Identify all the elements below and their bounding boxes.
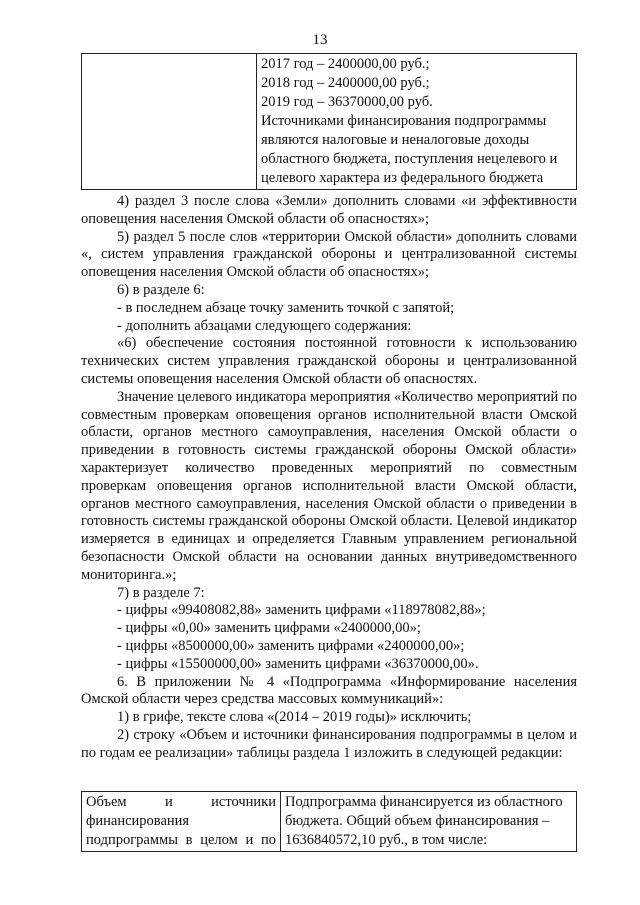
bottom-table <box>81 791 577 852</box>
table-line: 2019 год – 36370000,00 руб. <box>261 94 433 110</box>
paragraph: - цифры «15500000,00» заменить цифрами «36370000,00». <box>117 655 479 672</box>
table-line: 2017 год – 2400000,00 руб.; <box>261 56 430 72</box>
page-number: 13 <box>312 32 328 48</box>
table-line: Источниками финансирования подпрограммы <box>261 113 547 129</box>
paragraph: Значение целевого индикатора мероприятия «Количество мероприятий по совместным проверкам оповещения органов исполнительной власти Омской области, органов местного самоуправления, населения Омской области о приведении в готовность системы гражданской обороны Омской области» характеризует количество проведенных мероприятий по совместным проверкам оповещения органов исполнительной власти Омской области, органов местного самоуправления, населения Омской области о приведении в готовность системы гражданской обороны Омской области. Целевой индикатор измеряется в единицах и определяется Главным управлением региональной безопасности Омской области на основании данных внутриведомственного мониторинга.»; <box>81 388 577 583</box>
bottom-table-left-cell <box>82 792 281 852</box>
table-line: Подпрограмма финансируется из областного <box>285 794 563 810</box>
paragraph: 6) в разделе 6: <box>117 281 205 298</box>
table-line: подпрограммы в целом и по <box>86 832 276 848</box>
document-body <box>81 193 577 763</box>
top-table <box>81 53 577 190</box>
table-line: 2018 год – 2400000,00 руб.; <box>261 75 430 91</box>
bottom-table-right-cell <box>281 792 577 852</box>
paragraph: - в последнем абзаце точку заменить точкой с запятой; <box>117 299 455 316</box>
paragraph: - дополнить абзацами следующего содержания: <box>117 317 412 334</box>
paragraph: 2) строку «Объем и источники финансирования подпрограммы в целом и по годам ее реализации» таблицы раздела 1 изложить в следующей редакции: <box>81 726 577 761</box>
paragraph: 4) раздел 3 после слова «Земли» дополнить словами «и эффективности оповещения населения Омской области об опасностях»; <box>81 193 577 227</box>
table-line: Объем и источники <box>86 794 276 810</box>
paragraph: 6. В приложении № 4 «Подпрограмма «Информирование населения Омской области через средства массовых коммуникаций»: <box>81 673 577 708</box>
paragraph: «6) обеспечение состояния постоянной готовности к использованию технических систем управления гражданской обороны и централизованной системы оповещения населения Омской области об опасностях. <box>81 335 577 387</box>
paragraph: - цифры «8500000,00» заменить цифрами «2400000,00»; <box>117 637 465 654</box>
paragraph: 7) в разделе 7: <box>117 584 205 601</box>
table-line: являются налоговые и неналоговые доходы <box>261 132 530 148</box>
top-table-right-cell <box>257 54 577 190</box>
paragraph: 1) в грифе, тексте слова «(2014 – 2019 годы)» исключить; <box>117 709 472 726</box>
table-line: бюджета. Общий объем финансирования – <box>285 813 550 829</box>
top-table-left-cell <box>82 54 257 190</box>
table-line: финансирования <box>86 813 190 829</box>
table-line: областного бюджета, поступления нецелевого и <box>261 151 558 167</box>
table-line: целевого характера из федерального бюджета <box>261 170 544 186</box>
paragraph: - цифры «0,00» заменить цифрами «2400000,00»; <box>117 620 421 637</box>
table-line: 1636840572,10 руб., в том числе: <box>285 832 488 848</box>
paragraph: 5) раздел 5 после слов «территории Омской области» дополнить словами «, систем управления гражданской обороны и централизованной системы оповещения населения Омской области об опасностях»; <box>81 228 577 281</box>
paragraph: - цифры «99408082,88» заменить цифрами «118978082,88»; <box>117 602 486 619</box>
